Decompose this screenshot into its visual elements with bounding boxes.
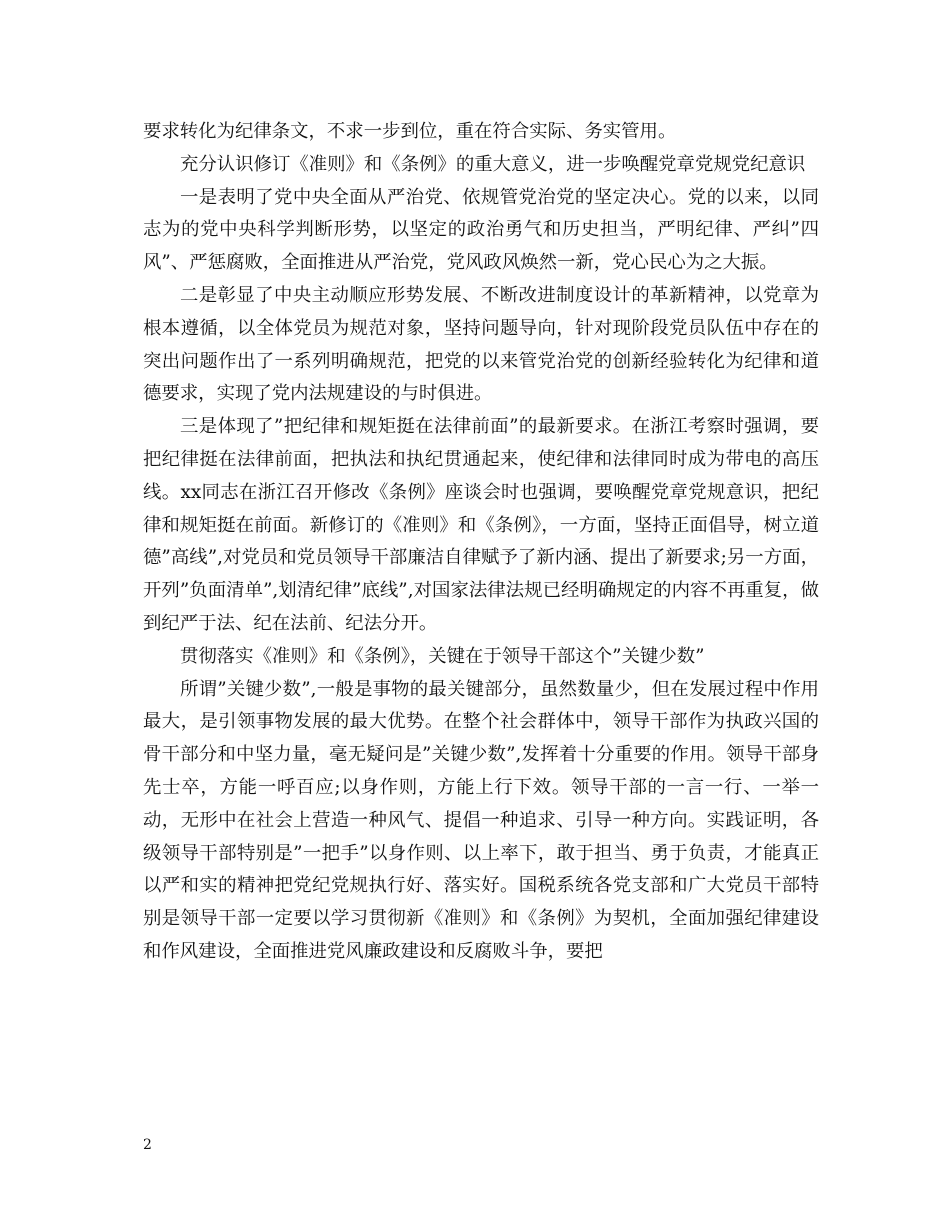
paragraph-first-point: 一是表明了党中央全面从严治党、依规管党治党的坚定决心。党的以来，以同志为的党中央科学判断形势，以坚定的政治勇气和历史担当，严明纪律、严纠”四风”、严惩腐败，全面推进从严治党，党风政风焕然一新，党心民心为之大振。	[143, 186, 819, 274]
section-heading-significance: 充分认识修订《准则》和《条例》的重大意义，进一步唤醒党章党规党纪意识	[180, 153, 806, 175]
body-text	[143, 116, 819, 969]
paragraph-second-point: 二是彰显了中央主动顺应形势发展、不断改进制度设计的革新精神，以党章为根本遵循，以全体党员为规范对象，坚持问题导向，针对现阶段党员队伍中存在的突出问题作出了一系列明确规范，把党的以来管党治党的创新经验转化为纪律和道德要求，实现了党内法规建设的与时俱进。	[143, 284, 819, 405]
paragraph-1: 要求转化为纪律条文，不求一步到位，重在符合实际、务实管用。	[143, 121, 677, 142]
section-heading-key-minority: 贯彻落实《准则》和《条例》，关键在于领导干部这个”关键少数”	[180, 645, 705, 667]
paragraph-third-point: 三是体现了”把纪律和规矩挺在法律前面”的最新要求。在浙江考察时强调，要把纪律挺在法律前面，把执法和执纪贯通起来，使纪律和法律同时成为带电的高压线。xx同志在浙江召开修改《条例》座谈会时也强调，要唤醒党章党规意识，把纪律和规矩挺在前面。新修订的《准则》和《条例》，一方面，坚持正面倡导，树立道德”高线”,对党员和党员领导干部廉洁自律赋予了新内涵、提出了新要求;另一方面，开列”负面清单”,划清纪律”底线”,对国家法律法规已经明确规定的内容不再重复，做到纪严于法、纪在法前、纪法分开。	[143, 416, 819, 634]
paragraph-key-minority: 所谓”关键少数”,一般是事物的最关键部分，虽然数量少，但在发展过程中作用最大，是引领事物发展的最大优势。在整个社会群体中，领导干部作为执政兴国的骨干部分和中坚力量，毫无疑问是”关键少数”,发挥着十分重要的作用。领导干部身先士卒，方能一呼百应;以身作则，方能上行下效。领导干部的一言一行、一举一动，无形中在社会上营造一种风气、提倡一种追求、引导一种方向。实践证明，各级领导干部特别是”一把手”以身作则、以上率下，敢于担当、勇于负责，才能真正以严和实的精神把党纪党规执行好、落实好。国税系统各党支部和广大党员干部特别是领导干部一定要以学习贯彻新《准则》和《条例》为契机，全面加强纪律建设和作风建设，全面推进党风廉政建设和反腐败斗争，要把	[143, 678, 819, 962]
page-number: 2	[143, 1137, 152, 1153]
